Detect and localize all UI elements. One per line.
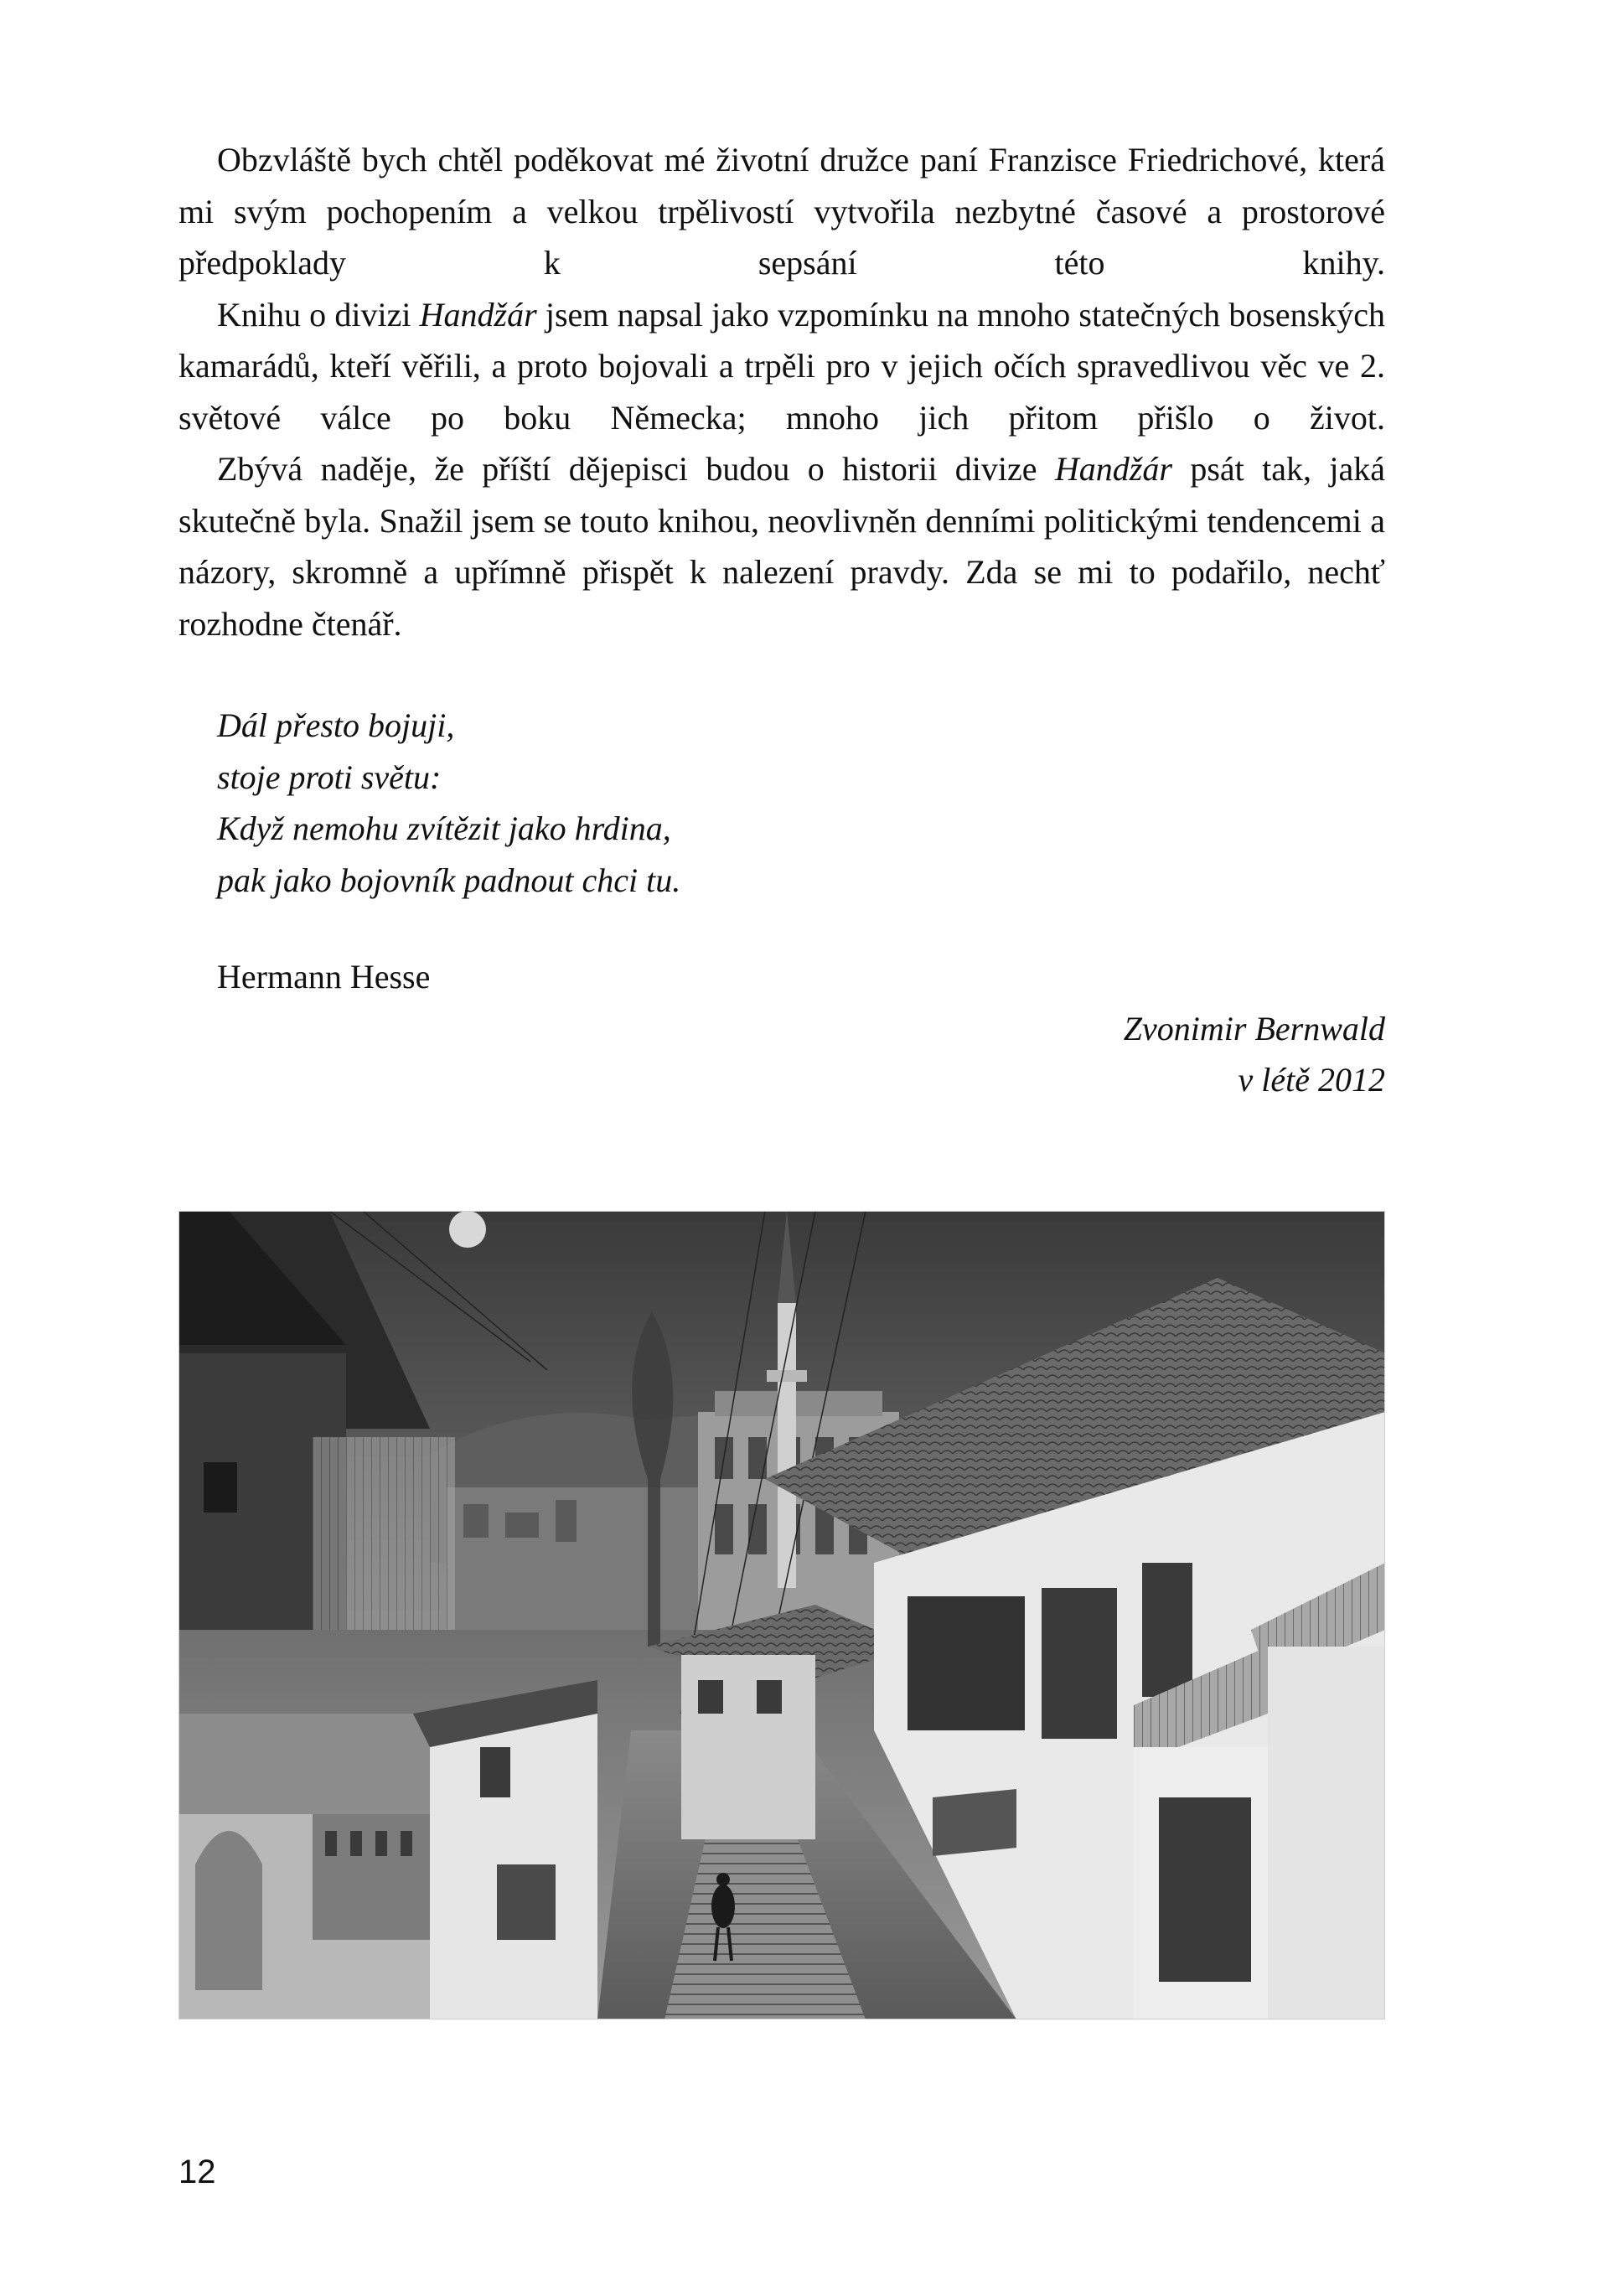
poem-author: Hermann Hesse [217, 958, 431, 995]
signature-date: v létě 2012 [1238, 1061, 1385, 1099]
paragraph-text: Zbývá naděje, že příští dějepisci budou o historii divize [217, 450, 1055, 488]
poem-line: Když nemohu zvítězit jako hrdina, [217, 809, 671, 847]
poem-quote [178, 700, 1385, 906]
page-number: 12 [178, 2154, 216, 2190]
signature-name: Zvonimir Bernwald [1123, 1009, 1385, 1047]
poem-line: Dál přesto bojuji, [217, 706, 455, 744]
poem-line: stoje proti světu: [217, 758, 442, 796]
paragraph-hope [178, 443, 1385, 649]
division-name: Handžár [419, 295, 537, 334]
paragraph-dedication [178, 289, 1385, 444]
signature [178, 1003, 1385, 1106]
paragraph-text: psát tak, jaká skutečně byla. Snažil jsem se touto knihou, neovlivněn denními politickými tendencemi a názory, skromně a upřímně přispět k nalezení pravdy. Zda se mi to podařilo, nechť rozhodne čtenář. [178, 450, 1385, 643]
poem-line: pak jako bojovník padnout chci tu. [217, 861, 681, 899]
main-text [178, 134, 1385, 1106]
paragraph-acknowledgement [178, 134, 1385, 289]
paragraph-text: Obzvláště bych chtěl poděkovat mé životní družce paní Franzisce Friedrichové, která mi svým pochopením a velkou trpělivostí vytvořila nezbytné časové a prostorové předpoklady k sepsání této knihy. [178, 141, 1385, 282]
paragraph-text: Knihu o divizi [217, 295, 420, 334]
sarajevo-street-photo [178, 1211, 1385, 2019]
paragraph-text: jsem napsal jako vzpomínku na mnoho statečných bosenských kamarádů, kteří věřili, a proto bojovali a trpěli pro v jejich očích spravedlivou věc ve 2. světové válce po boku Německa; mnoho jich přitom přišlo o život. [178, 295, 1386, 437]
division-name: Handžár [1054, 450, 1172, 488]
